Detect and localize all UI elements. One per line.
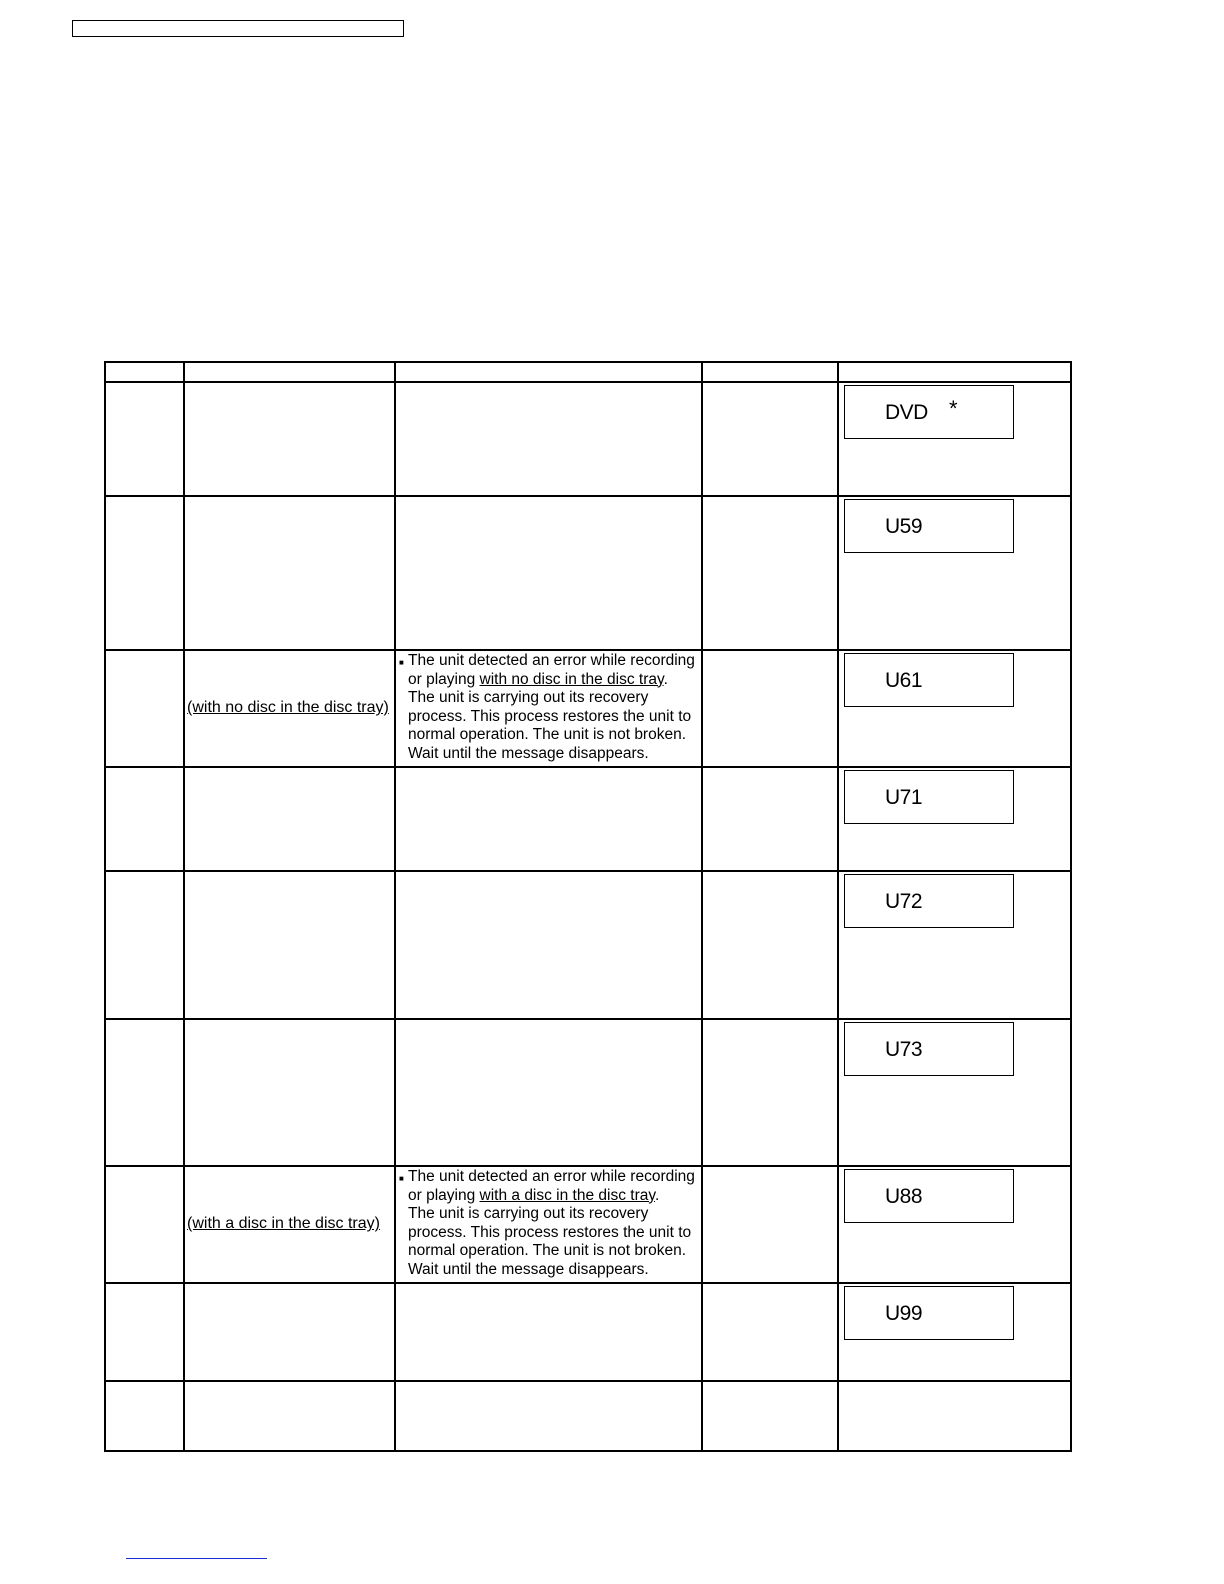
remedy-cell [702,767,838,871]
display-cell [838,1166,1071,1283]
lcd-display [844,653,1014,707]
code-cell [105,1283,184,1381]
detail-line: Wait until the message disappears. [408,1260,649,1278]
header-box [72,20,404,37]
condition-cell [184,871,395,1019]
display-text: DVD [885,401,928,424]
footer-link-underline [126,1558,267,1559]
detail-emphasis: with no disc in the disc tray [479,670,664,688]
code-cell [105,496,184,650]
table-row [105,1166,1071,1283]
detail-cell [395,871,702,1019]
condition-cell [184,1381,395,1451]
display-cell [838,382,1071,496]
display-cell [838,1019,1071,1166]
display-cell [838,650,1071,767]
display-text: U88 [885,1185,923,1208]
condition-cell [184,1019,395,1166]
code-cell [105,1381,184,1451]
remedy-cell [702,871,838,1019]
condition-cell [184,496,395,650]
table-row [105,1283,1071,1381]
detail-line: The unit is carrying out its recovery [408,689,649,706]
bullet-icon: ■ [399,658,404,667]
display-text: U73 [885,1038,923,1061]
detail-fragment: . [663,670,668,688]
display-marker: * [949,396,958,421]
condition-text [187,651,389,766]
display-text: U59 [885,515,923,538]
table-row [105,650,1071,767]
detail-fragment: or playing [408,1186,480,1204]
detail-line [408,671,697,690]
table-row [105,767,1071,871]
header-cell [184,362,395,382]
detail-cell [395,496,702,650]
condition-label: (with no disc in the disc tray) [187,699,389,717]
condition-cell [184,767,395,871]
condition-cell [184,1283,395,1381]
detail-line: The unit detected an error while recording [408,652,695,669]
detail-line: The unit is carrying out its recovery [408,1205,649,1222]
table-row [105,496,1071,650]
remedy-cell [702,1166,838,1283]
detail-emphasis: with a disc in the disc tray [479,1186,655,1204]
detail-text [396,651,701,763]
remedy-cell [702,496,838,650]
detail-fragment: or playing [408,670,480,688]
display-cell [838,1283,1071,1381]
detail-line: The unit detected an error while recording [408,1168,695,1185]
display-cell [838,767,1071,871]
detail-cell [395,1019,702,1166]
display-text: U71 [885,786,923,809]
condition-cell [184,1166,395,1283]
detail-cell [395,650,702,767]
condition-cell [184,650,395,767]
remedy-cell [702,1019,838,1166]
table-header-row [105,362,1071,382]
detail-text [396,1167,701,1279]
detail-cell [395,1283,702,1381]
detail-line: normal operation. The unit is not broken. [408,1242,687,1259]
lcd-display [844,499,1014,553]
code-cell [105,650,184,767]
header-cell [702,362,838,382]
display-text: U99 [885,1302,923,1325]
detail-line: process. This process restores the unit to [408,707,692,725]
code-cell [105,382,184,496]
condition-cell [184,382,395,496]
remedy-cell [702,1283,838,1381]
header-cell [838,362,1071,382]
remedy-cell [702,382,838,496]
detail-line: Wait until the message disappears. [408,744,649,762]
display-cell [838,496,1071,650]
display-cell [838,1381,1071,1451]
remedy-cell [702,650,838,767]
detail-line: process. This process restores the unit to [408,1223,692,1241]
remedy-cell [702,1381,838,1451]
lcd-display [844,770,1014,824]
header-cell [395,362,702,382]
bullet-icon: ■ [399,1174,404,1183]
detail-cell [395,382,702,496]
detail-cell [395,767,702,871]
code-cell [105,871,184,1019]
display-text: U61 [885,669,923,692]
display-cell [838,871,1071,1019]
lcd-display [844,874,1014,928]
lcd-display [844,1169,1014,1223]
detail-line [408,1187,697,1206]
condition-label: (with a disc in the disc tray) [187,1215,380,1233]
detail-fragment: . [654,1186,660,1204]
code-cell [105,767,184,871]
error-code-table [104,361,1072,1452]
display-text: U72 [885,890,923,913]
code-cell [105,1166,184,1283]
table-row [105,1381,1071,1451]
detail-cell [395,1381,702,1451]
header-cell [105,362,184,382]
condition-text [187,1167,380,1282]
lcd-display [844,1022,1014,1076]
lcd-display [844,1286,1014,1340]
detail-line: normal operation. The unit is not broken. [408,726,687,743]
code-cell [105,1019,184,1166]
table-row [105,871,1071,1019]
table-row [105,1019,1071,1166]
table-row [105,382,1071,496]
detail-cell [395,1166,702,1283]
lcd-display [844,385,1014,439]
